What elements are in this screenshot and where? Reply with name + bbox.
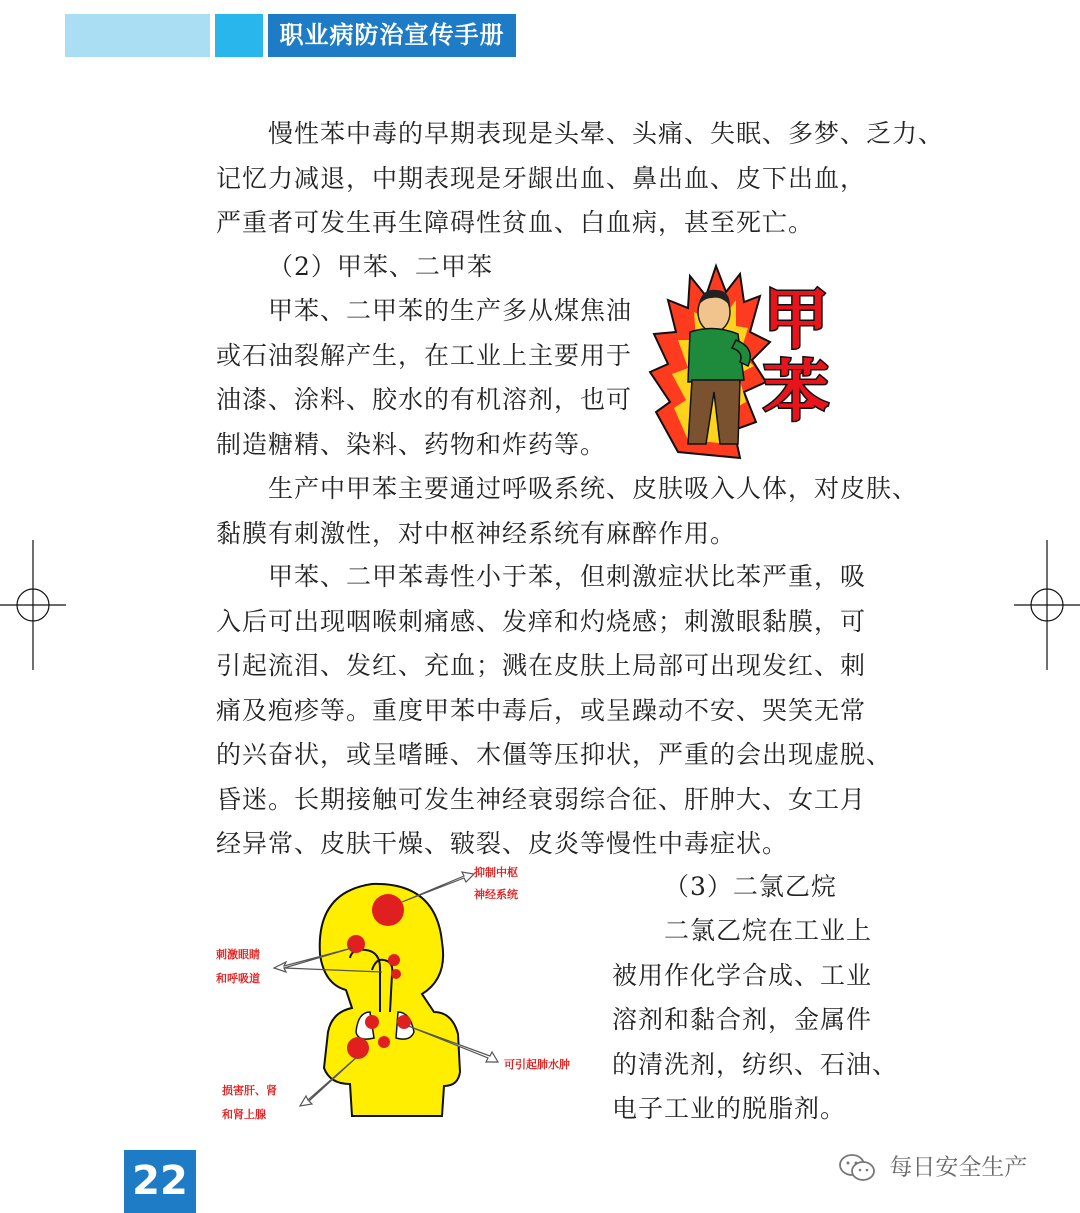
- text-line: 引起流泪、发红、充血；溅在皮肤上局部可出现发红、刺: [216, 651, 867, 680]
- eye-marker: [347, 935, 365, 953]
- toluene-burning-man-illustration: [648, 262, 848, 462]
- kidney-marker: [378, 1036, 390, 1048]
- text-line: 油漆、涂料、胶水的有机溶剂，也可: [216, 385, 633, 414]
- dichloroethane-body-illustration: [212, 862, 602, 1130]
- text-line: 制造糖精、染料、药物和炸药等。: [216, 429, 607, 459]
- header-title: 职业病防治宣传手册: [268, 14, 516, 57]
- airway-marker: [391, 969, 401, 979]
- text-line: 昏迷。长期接触可发生神经衰弱综合征、肝肿大、女工月: [216, 784, 867, 814]
- label-cns-line2: 神经系统: [474, 888, 518, 901]
- watermark: [838, 1147, 1027, 1187]
- paragraph-benzene-symptoms: [216, 112, 944, 246]
- text-line: 的兴奋状，或呈嗜睡、木僵等压抑状，严重的会出现虚脱、: [216, 740, 893, 769]
- wechat-icon: [838, 1153, 876, 1183]
- toluene-sign-char-2: 苯: [763, 353, 829, 430]
- text-line: 经异常、皮肤干燥、皲裂、皮炎等慢性中毒症状。: [216, 829, 789, 858]
- header-decor-mid: [215, 14, 263, 57]
- paragraph-toluene-symptoms: [216, 555, 892, 867]
- label-eye-line1: 刺激眼睛: [216, 948, 260, 961]
- text-line: 二氯乙烷在工业上: [664, 916, 873, 945]
- label-eye-line2: 和呼吸道: [216, 972, 260, 985]
- lung-marker-left: [365, 1015, 379, 1029]
- section-heading-dichloroethane: （3）二氯乙烷: [664, 872, 837, 901]
- text-line: 生产中甲苯主要通过呼吸系统、皮肤吸入人体，对皮肤、: [268, 474, 919, 503]
- registration-mark-right: [1012, 540, 1080, 670]
- watermark-text: 每日安全生产: [889, 1154, 1028, 1181]
- registration-mark-left: [0, 540, 70, 670]
- torso: [688, 328, 744, 382]
- toluene-sign-char-1: 甲: [763, 281, 829, 358]
- text-line: 甲苯、二甲苯的生产多从煤焦油: [268, 296, 633, 325]
- brain-marker: [372, 894, 404, 926]
- label-cns-line1: 抑制中枢: [474, 866, 518, 879]
- paragraph-toluene-exposure: [216, 467, 918, 556]
- text-line: 电子工业的脱脂剂。: [612, 1094, 847, 1123]
- text-line: 黏膜有刺激性，对中枢神经系统有麻醉作用。: [216, 518, 737, 548]
- text-line: 慢性苯中毒的早期表现是头晕、头痛、失眠、多梦、乏力、: [268, 119, 945, 148]
- arrow-cns: [402, 872, 474, 902]
- text-line: 严重者可发生再生障碍性贫血、白血病，甚至死亡。: [216, 208, 815, 237]
- text-line: 被用作化学合成、工业: [612, 960, 873, 990]
- label-liver-line2: 和肾上腺: [222, 1108, 266, 1121]
- paragraph-toluene-production: [216, 289, 632, 467]
- text-line: 记忆力减退，中期表现是牙龈出血、鼻出血、皮下出血，: [216, 163, 867, 193]
- header-decor-light: [65, 14, 210, 57]
- yellow-figure: [320, 884, 460, 1116]
- label-lung: 可引起肺水肿: [504, 1058, 570, 1071]
- text-line: 甲苯、二甲苯毒性小于苯，但刺激症状比苯严重，吸: [268, 562, 867, 591]
- label-liver-line1: 损害肝、肾: [222, 1084, 277, 1097]
- section-heading-toluene: （2）甲苯、二甲苯: [268, 252, 493, 281]
- page-number: 22: [124, 1150, 196, 1213]
- text-line: 或石油裂解产生，在工业上主要用于: [216, 340, 633, 370]
- text-line: 溶剂和黏合剂，金属件: [612, 1005, 873, 1034]
- text-line: 痛及疱疹等。重度甲苯中毒后，或呈躁动不安、哭笑无常: [216, 695, 867, 725]
- throat-marker: [388, 954, 400, 966]
- paragraph-dichloroethane-uses: [612, 909, 898, 1132]
- liver-marker: [347, 1037, 369, 1059]
- text-line: 入后可出现咽喉刺痛感、发痒和灼烧感；刺激眼黏膜，可: [216, 606, 867, 636]
- text-line: 的清洗剂，纺织、石油、: [612, 1049, 899, 1079]
